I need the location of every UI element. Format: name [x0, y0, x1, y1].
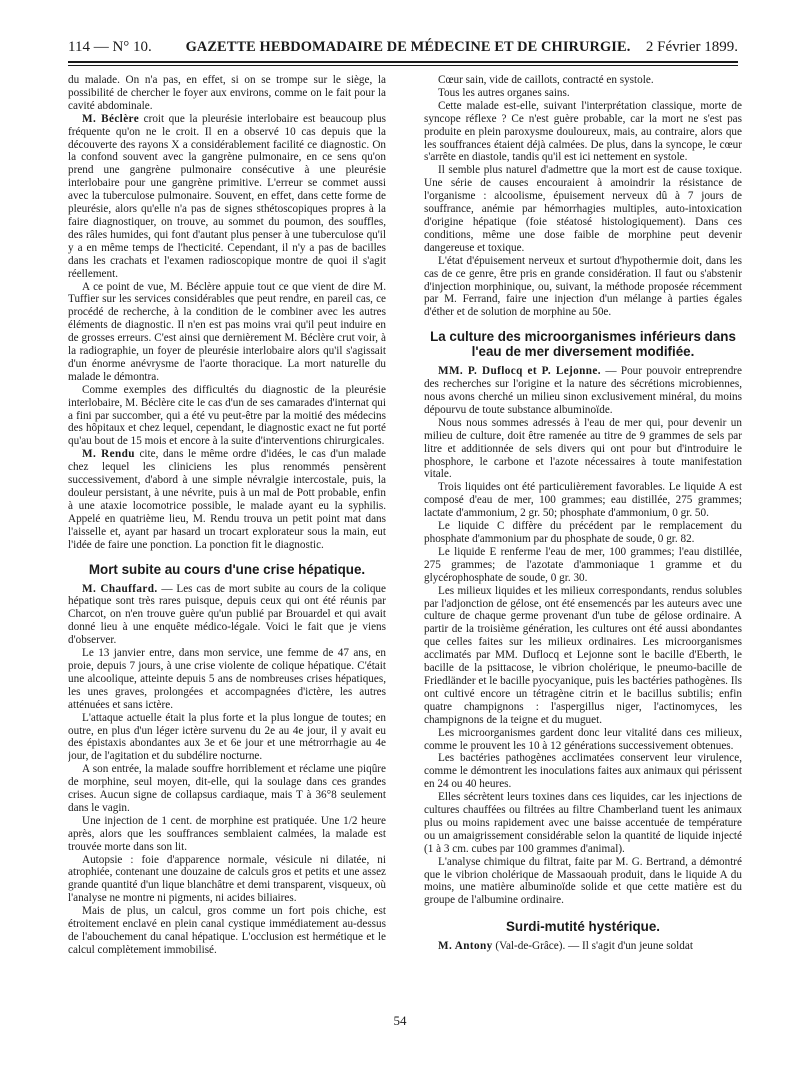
speaker-name: M. Antony [438, 940, 493, 953]
paragraph: L'état d'épuisement nerveux et surtout d'hypothermie doit, dans les cas de ce genre, être pris en grande considération. Il faut ou s'abstenir d'injection morphinique, ou, suivant, la méthode proposée récemment par M. Ferrand, faire une injection d'un mélange à parties égales d'éther et de solution de morphine au 50e. [424, 254, 742, 319]
paragraph: Cœur sain, vide de caillots, contracté en systole. [438, 74, 654, 86]
paragraph: Le liquide E renferme l'eau de mer, 100 grammes; l'eau distillée, 275 grammes; de l'azotate d'ammoniaque 1 gramme et du glycérophosphate de soude, 0 gr. 30. [424, 545, 742, 584]
paragraph: Le 13 janvier entre, dans mon service, une femme de 47 ans, en proie, depuis 7 jours, à une crise violente de colique hépatique. C'était une alcoolique, atteinte depuis 5 ans de nombreuses crises hépatiques, les unes graves, prolongées et accompagnées d'ictère, les autres atténuées et sans ictère. [68, 647, 386, 711]
section-heading: Mort subite au cours d'une crise hépatique. [88, 561, 366, 577]
paragraph: Cette malade est-elle, suivant l'interprétation classique, morte de syncope réflexe ? Ce n'est guère probable, car la mort ne s'est pas produite en plein paroxysme douloureux, mais, au contraire, alors que les souffrances étaient déjà calmées. De plus, dans la syncope, le cœur s'arrête en diastole, tandis qu'il est ici nettement en systole. [424, 99, 742, 164]
right-column [424, 74, 742, 1009]
paragraph: Mais de plus, un calcul, gros comme un fort pois chiche, est étroitement enclavé en plein canal cystique immédiatement au-dessus de l'abouchement du canal hépatique. L'occlusion est hermétique et le calcul complètement immobilisé. [68, 905, 386, 956]
folio-number: 54 [393, 1013, 407, 1028]
paragraph: Le liquide C diffère du précédent par le remplacement du phosphate d'ammonium par du phosphate de soude, 0 gr. 82. [424, 520, 742, 545]
page-number: 114 — N° 10. [68, 39, 152, 55]
issue-date: 2 Février 1899. [645, 39, 738, 55]
paragraph: L'attaque actuelle était la plus forte et la plus longue de toutes; en outre, en plus d'un léger ictère survenu du 2e au 4e jour, il y avait eu des épistaxis abondantes aux 3e et 6e jour et une métrorrhagie au 4e jour, de l'agitation et du subdélire nocturne. [68, 711, 386, 763]
paragraph: Nous nous sommes adressés à l'eau de mer qui, pour devenir un milieu de culture, doit être ramenée au titre de 9 grammes de sels par litre et additionnée de sels divers qui ont pour but d'introduire le phosphore, le carbone et l'azote nécessaires à toute manifestation vitale. [424, 416, 742, 481]
paragraph [424, 365, 742, 417]
paragraph: A ce point de vue, M. Béclère appuie tout ce que vient de dire M. Tuffier sur les services considérables que peut rendre, en pareil cas, ce procédé de recherche, à la condition de le combiner avec les autres éléments de diagnostic. Il n'en est pas moins vrai qu'il peut induire en de grosses erreurs. C'est ainsi que dernièrement M. Béclère crut voir, à la radiographie, un foyer de pleurésie interlobaire alors qu'il s'agissait d'un énorme anévrysme de l'aorte thoracique. La mort naturelle du malade le démontra. [68, 280, 386, 383]
paragraph: du malade. On n'a pas, en effet, si on se trompe sur le siège, la possibilité de chercher le foyer aux environs, comme on le fait pour la cavité abdominale. [68, 74, 386, 112]
left-column [68, 74, 386, 1009]
paragraph-text: cite, dans le même ordre d'idées, le cas d'un malade chez lequel les cliniciens les plus renommés pensèrent successivement, d'abord à une simple névralgie intercostale, puis, la douleur persistant, à une névrite, puis à un mal de Pott probable, enfin à une ataxie locomotrice possible, le malade ayant eu la syphilis. Appelé en quatrième lieu, M. Rendu trouva un petit point mat dans l'aisselle et, ayant par hasard un trocart explorateur sous la main, eut l'idée de faire une ponction. La ponction fit le diagnostic. [68, 448, 386, 551]
paragraph: Elles sécrètent leurs toxines dans ces liquides, car les injections de cultures chauffées ou filtrées au filtre Chamberland tuent les animaux plus ou moins rapidement avec une baisse accentuée de température ou un amaigrissement considérable selon la quantité de liquide injecté (1 à 3 cm. cubes par 100 grammes d'animal). [424, 791, 742, 855]
header-rule [68, 61, 738, 63]
paragraph-text: (Val-de-Grâce). — Il s'agit d'un jeune soldat [492, 940, 693, 953]
paragraph [68, 113, 386, 281]
speaker-name: M. Chauffard. [82, 582, 158, 595]
paragraph: Trois liquides ont été particulièrement favorables. Le liquide A est composé d'eau de mer, 100 grammes; eau distillée, 275 grammes; lactate d'ammonium, 2 gr. 50; phosphate d'ammonium, 0 gr. 50. [424, 481, 742, 520]
paragraph: Les bactéries pathogènes acclimatées conservent leur virulence, comme le démontrent les inoculations faites aux animaux qui périssent en 24 ou 40 heures. [424, 752, 742, 791]
paragraph: A son entrée, la malade souffre horriblement et réclame une piqûre de morphine, seul moyen, dit-elle, qui la soulage dans ces grandes crises. Aucun signe de collapsus cardiaque, mais T à 36°8 seulement dans le vagin. [68, 763, 386, 814]
section-heading: La culture des microorganismes inférieurs dans l'eau de mer diversement modifiée. [430, 329, 736, 360]
speaker-name: MM. P. Duflocq et P. Lejonne. [438, 365, 601, 378]
paragraph-text: croit que la pleurésie interlobaire est beaucoup plus fréquente qu'on ne le croit. Il en a observé 10 cas depuis que la découverte des rayons X a considérablement facilité ce diagnostic. On la confond souvent avec la gangrène pulmonaire, en ce sens qu'on prend une gangrène pulmonaire consécutive à une pleurésie interlobaire pour une gangrène primitive. L'erreur se commet aussi avec la tuberculose pulmonaire. Souvent, en effet, dans cette forme de pleurésie, alors qu'elle n'a pas de signes sthétoscopiques propres à la faire diagnostiquer, on trouve, au sommet du poumon, des souffles, des râles humides, qui font d'autant plus penser à une tuberculose qu'il y a en même temps de l'hecticité. Cependant, il n'y a pas de bacilles dans les crachats et l'examen radioscopique montre de quoi il s'agit réellement. [68, 112, 386, 280]
section-heading: Surdi-mutité hystérique. [505, 919, 660, 935]
paragraph: Les microorganismes gardent donc leur vitalité dans ces milieux, comme le prouvent les 10 à 12 générations successivement obtenues. [424, 726, 742, 752]
paragraph: Une injection de 1 cent. de morphine est pratiquée. Une 1/2 heure après, alors que les souffrances semblaient calmées, la malade est trouvée morte dans son lit. [68, 814, 386, 853]
paragraph: Comme exemples des difficultés du diagnostic de la pleurésie interlobaire, M. Béclère cite le cas d'un de ses camarades d'internat qui a fini par succomber, qui a été vu peut-être par la moitié des médecins des hôpitaux et chez lequel, cependant, le diagnostic exact ne fut porté qu'au bout de 15 mois et encore à la suite d'interventions chirurgicales. [68, 383, 386, 448]
running-header [68, 36, 738, 58]
paragraph: Il semble plus naturel d'admettre que la mort est de cause toxique. Une série de causes encouraient à amoindrir la résistance de l'organisme : alcoolisme, épuisement nerveux dû à 7 jours de souffrance, anémie par hémorrhagies multiples, auto-intoxication d'origine hépatique (foie stéatosé histologiquement). Dans ces conditions, même une dose faible de morphine peut devenir dangereuse et toxique. [424, 164, 742, 254]
paragraph: Tous les autres organes sains. [438, 86, 570, 99]
header-rule-thin [68, 65, 738, 66]
paragraph: L'analyse chimique du filtrat, faite par M. G. Bertrand, a démontré que le vibrion cholérique de Massaouah produit, dans le liquide A du moins, une matière albuminoïde solide et que cette matière est du groupe de l'albumine ordinaire. [424, 855, 742, 907]
paragraph-text: — Les cas de mort subite au cours de la colique hépatique sont très rares puisque, depuis ceux qui ont été réunis par Charcot, on n'en trouve guère qu'un publié par Brouardel et qui avait donné lieu à une enquête médico-légale. Voici le fait que je viens d'observer. [68, 582, 386, 647]
speaker-name: M. Rendu [82, 448, 135, 461]
journal-title: GAZETTE HEBDOMADAIRE DE MÉDECINE ET DE CHIRURGIE. [185, 39, 631, 55]
paragraph [68, 448, 386, 551]
paragraph: Les milieux liquides et les milieux correspondants, rendus solubles par l'adjonction de gélose, ont été ensemencés par les auteurs avec une culture de chaque germe provenant d'un tube de gélose ordinaire. A partir de la troisième génération, les cultures ont été aussi abondantes que celles faites sur les milieux ordinaires. Les microorganismes acclimatés par MM. Duflocq et Lejonne sont le bacille d'Eberth, le bacille de la psittacose, le vibrion cholérique, le pneumo-bacille de Friedländer et le bacille pyocyanique, puis les bactéries pathogènes. Ils ont cultivé encore un tétragène citrin et le bacillus subtilis; enfin quatre champignons : l'aspergillus niger, l'actinomyces, les champignons de la teigne et du muguet. [424, 584, 742, 726]
paragraph: Autopsie : foie d'apparence normale, vésicule ni dilatée, ni atrophiée, contenant une douzaine de calculs gros et petits et une assez grande quantité d'un lique blanchâtre et demi transparent, visqueux, où l'analyse ne montre ni pigments, ni acides biliaires. [68, 853, 386, 905]
paragraph-text: — Pour pouvoir entreprendre des recherches sur l'origine et la nature des sécrétions microbiennes, nous avons cherché un milieu sinon exclusivement minéral, du moins dépourvu de toute substance albuminoïde. [424, 365, 742, 416]
speaker-name: M. Béclère [82, 112, 140, 125]
paragraph [424, 940, 742, 953]
paragraph [68, 583, 386, 648]
